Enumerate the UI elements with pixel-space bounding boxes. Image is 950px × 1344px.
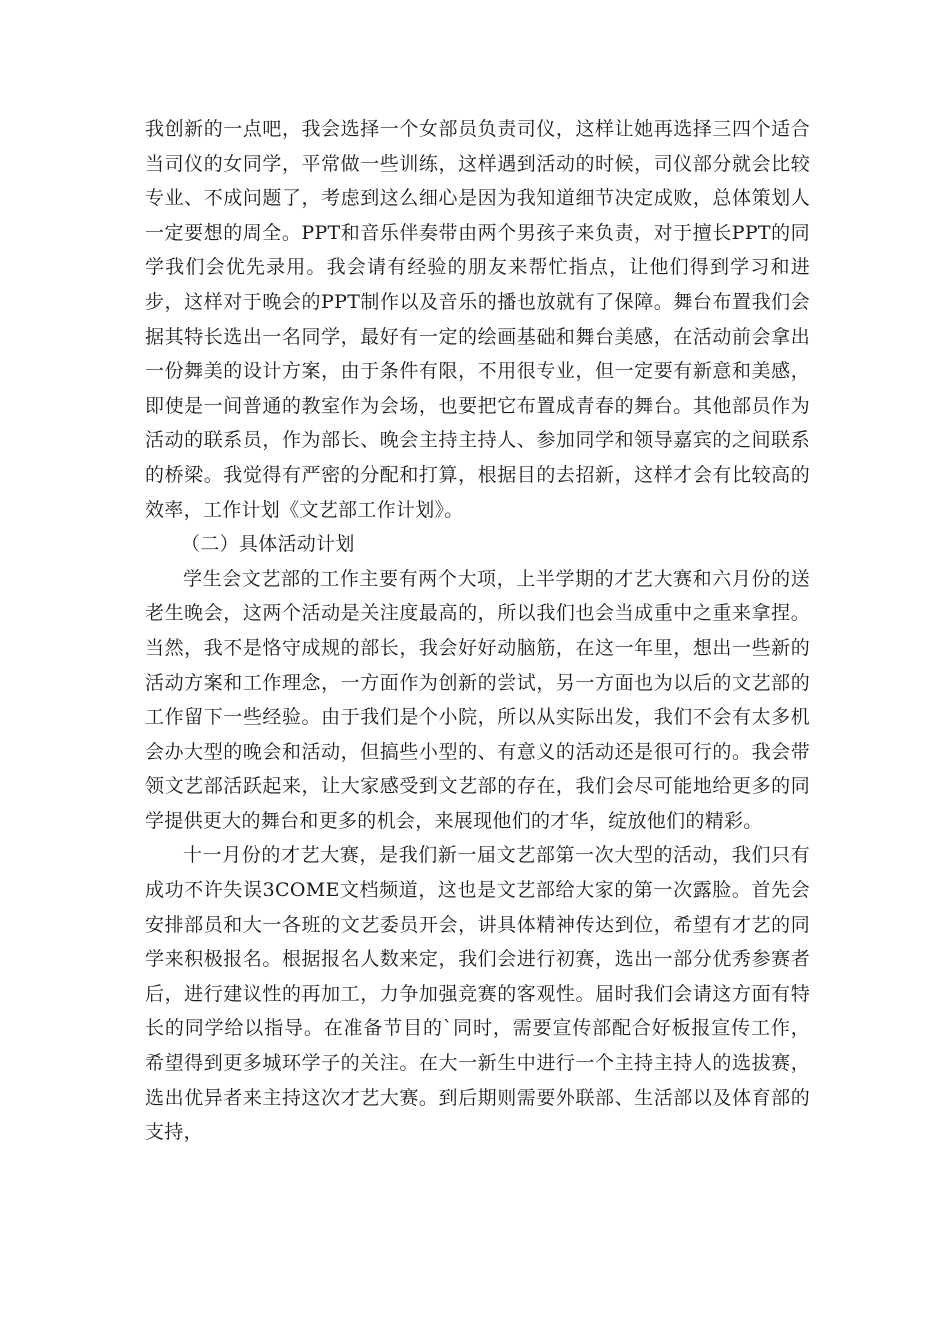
body-paragraph-1: 我创新的一点吧，我会选择一个女部员负责司仪，这样让她再选择三四个适合当司仪的女同学，平常做一些训练，这样遇到活动的时候，司仪部分就会比较专业、不成问题了，考虑到这么细心是因为我知道细节决定成败，总体策划人一定要想的周全。PPT和音乐伴奏带由两个男孩子来负责，对于擅长PPT的同学我们会优先录用。我会请有经验的朋友来帮忙指点，让他们得到学习和进步，这样对于晚会的PPT制作以及音乐的播也放就有了保障。舞台布置我们会据其特长选出一名同学，最好有一定的绘画基础和舞台美感，在活动前会拿出一份舞美的设计方案，由于条件有限，不用很专业，但一定要有新意和美感，即使是一间普通的教室作为会场，也要把它布置成青春的舞台。其他部员作为活动的联系员，作为部长、晚会主持主持人、参加同学和领导嘉宾的之间联系的桥梁。我觉得有严密的分配和打算，根据目的去招新，这样才会有比较高的效率，工作计划《文艺部工作计划》。 (145, 118, 810, 521)
body-paragraph-2: 学生会文艺部的工作主要有两个大项，上半学期的才艺大赛和六月份的送老生晚会，这两个活动是关注度最高的，所以我们也会当成重中之重来拿捏。当然，我不是恪守成规的部长，我会好好动脑筋，在这一年里，想出一些新的活动方案和工作理念，一方面作为创新的尝试，另一方面也为以后的文艺部的工作留下一些经验。由于我们是个小院，所以从实际出发，我们不会有太多机会办大型的晚会和活动，但搞些小型的、有意义的活动还是很可行的。我会带领文艺部活跃起来，让大家感受到文艺部的存在，我们会尽可能地给更多的同学提供更大的舞台和更多的机会，来展现他们的才华，绽放他们的精彩。 (145, 567, 810, 832)
body-paragraph-3: 十一月份的才艺大赛，是我们新一届文艺部第一次大型的活动，我们只有成功不许失误3COME文档频道，这也是文艺部给大家的第一次露脸。首先会安排部员和大一各班的文艺委员开会，讲具体精神传达到位，希望有才艺的同学来积极报名。根据报名人数来定，我们会进行初赛，选出一部分优秀参赛者后，进行建议性的再加工，力争加强竞赛的客观性。届时我们会请这方面有特长的同学给以指导。在准备节目的`同时，需要宣传部配合好板报宣传工作，希望得到更多城环学子的关注。在大一新生中进行一个主持主持人的选拔赛，选出优异者来主持这次才艺大赛。到后期则需要外联部、生活部以及体育部的支持， (145, 844, 810, 1144)
document-page (145, 112, 810, 1150)
section-heading: （二）具体活动计划 (181, 533, 355, 556)
